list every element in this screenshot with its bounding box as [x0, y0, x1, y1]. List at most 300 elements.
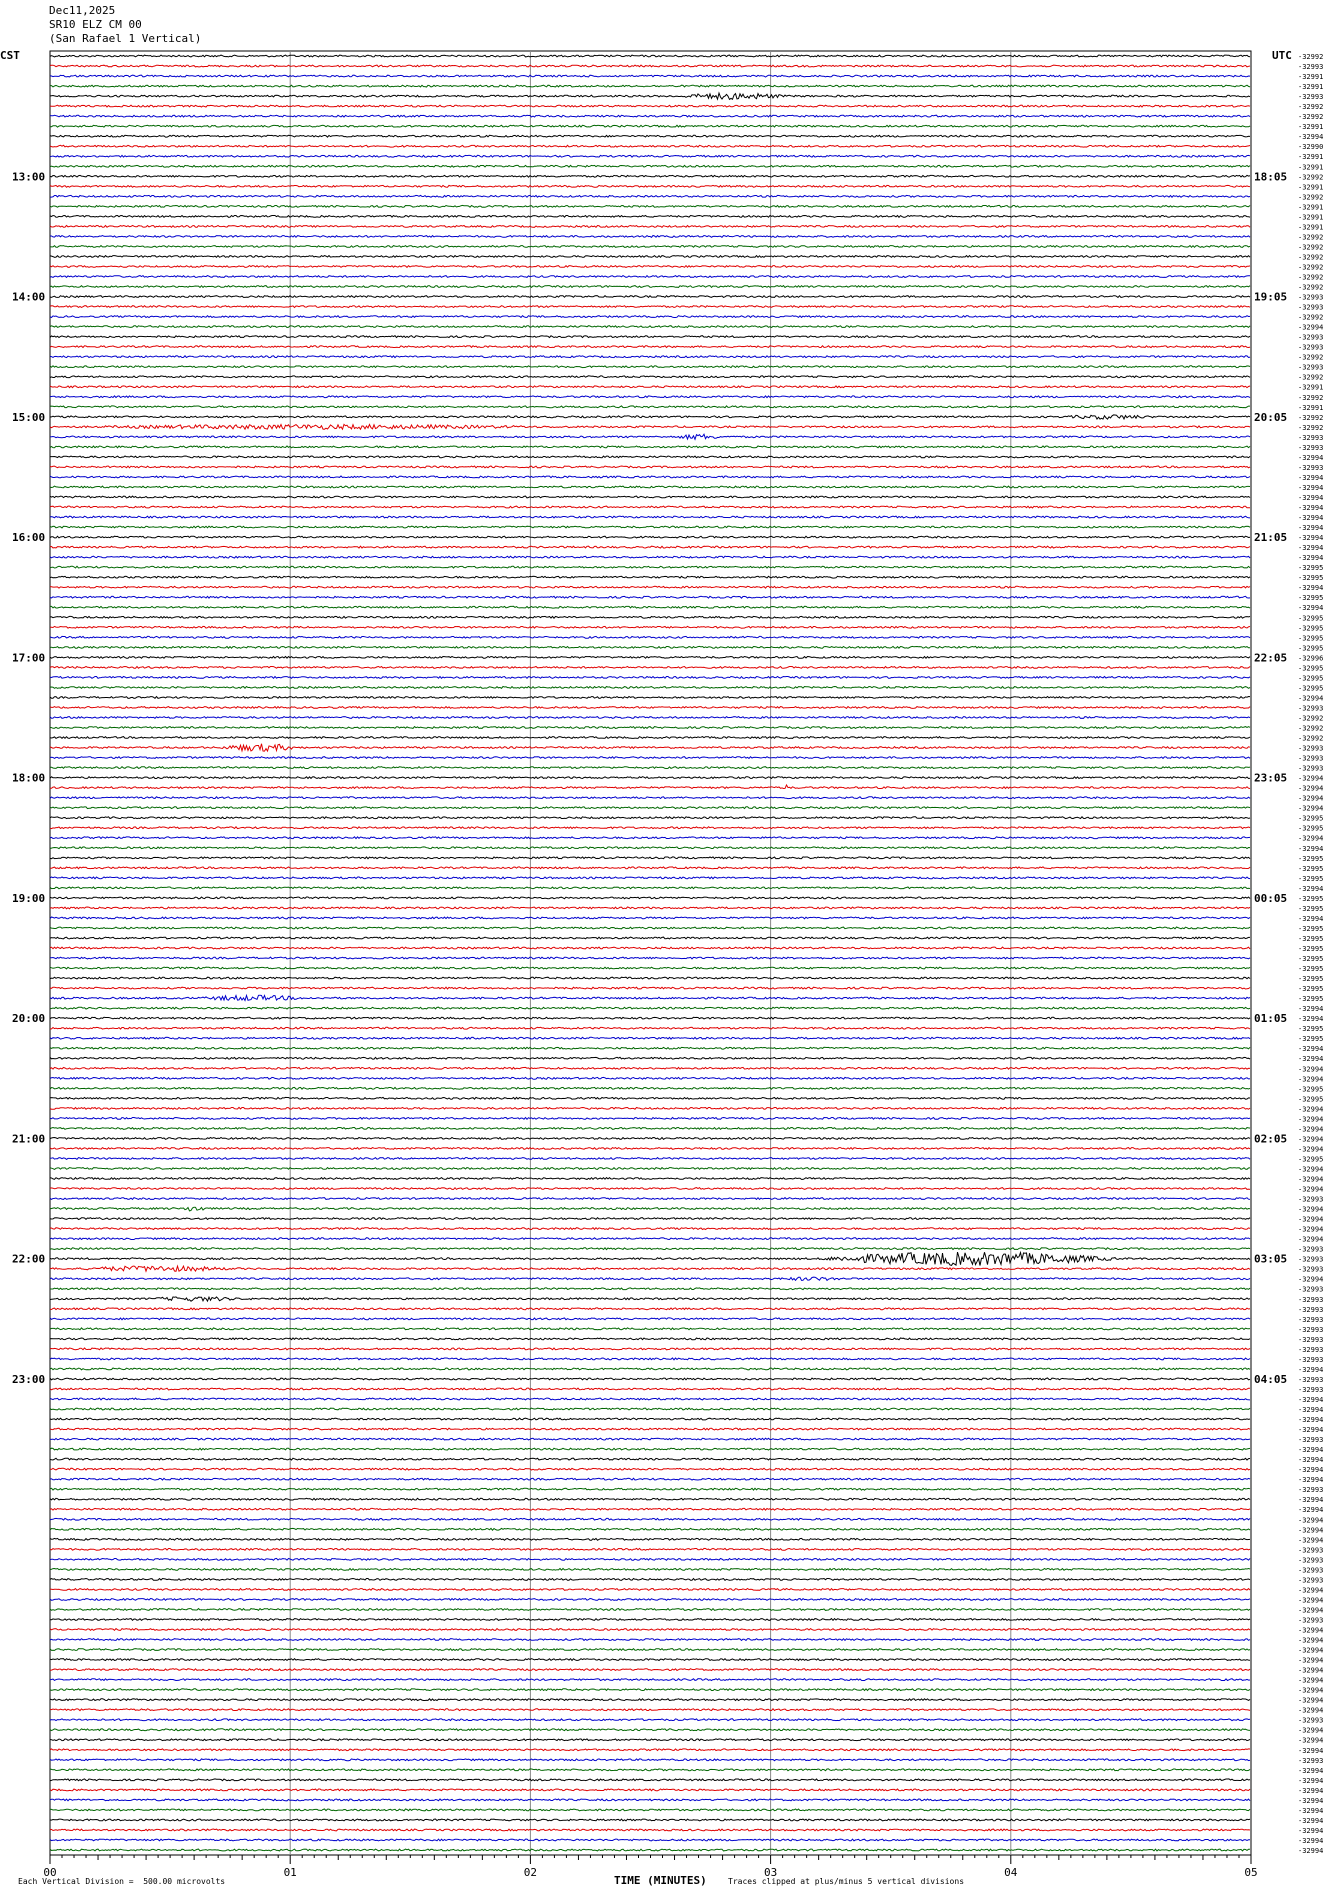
trace-offset-label: -32995 [1298, 944, 1324, 953]
trace-offset-label: -32992 [1298, 373, 1324, 382]
trace-row [50, 434, 1250, 439]
trace-offset-label: -32993 [1298, 1556, 1324, 1565]
trace-offset-label: -32994 [1298, 1406, 1324, 1415]
trace-row [50, 837, 1250, 839]
trace-offset-label: -32993 [1298, 1355, 1324, 1364]
trace-row [50, 1308, 1250, 1310]
trace-offset-label: -32994 [1298, 1606, 1324, 1615]
trace-row [50, 677, 1250, 679]
trace-offset-label: -32991 [1298, 213, 1324, 222]
trace-offset-label: -32991 [1298, 123, 1324, 132]
trace-offset-label: -32994 [1298, 1706, 1324, 1715]
trace-row [50, 115, 1250, 117]
trace-offset-label: -32995 [1298, 574, 1324, 583]
utc-hour-label: 02:05 [1254, 1132, 1288, 1146]
trace-offset-label: -32992 [1298, 173, 1324, 182]
trace-row [50, 977, 1250, 979]
trace-offset-label: -32992 [1298, 53, 1324, 62]
trace-offset-label: -32995 [1298, 874, 1324, 883]
trace-row [50, 1679, 1250, 1681]
trace-offset-label: -32995 [1298, 934, 1324, 943]
trace-offset-label: -32994 [1298, 1235, 1324, 1244]
trace-row [50, 526, 1250, 528]
trace-offset-label: -32993 [1298, 1375, 1324, 1384]
trace-offset-label: -32994 [1298, 1225, 1324, 1234]
trace-row [50, 1719, 1250, 1721]
trace-row [50, 1498, 1250, 1500]
trace-offset-label: -32994 [1298, 1836, 1324, 1845]
trace-row [50, 446, 1250, 448]
trace-row [50, 486, 1250, 488]
trace-offset-label: -32993 [1298, 1576, 1324, 1585]
trace-offset-label: -32995 [1298, 924, 1324, 933]
trace-row [50, 947, 1250, 949]
trace-row [50, 386, 1250, 388]
trace-row [50, 1368, 1250, 1370]
trace-offset-label: -32993 [1298, 764, 1324, 773]
trace-offset-label: -32993 [1298, 1265, 1324, 1274]
trace-row [50, 656, 1250, 658]
trace-row [50, 1348, 1250, 1350]
trace-row [50, 1107, 1250, 1109]
trace-row [50, 1739, 1250, 1741]
trace-offset-label: -32995 [1298, 814, 1324, 823]
trace-offset-label: -32993 [1298, 1716, 1324, 1725]
trace-row [50, 1057, 1250, 1059]
trace-row [50, 415, 1250, 419]
trace-offset-label: -32995 [1298, 634, 1324, 643]
cst-hour-label: 18:00 [12, 771, 46, 785]
utc-hour-label: 22:05 [1254, 651, 1288, 665]
trace-offset-label: -32994 [1298, 1526, 1324, 1535]
trace-row [50, 256, 1250, 258]
trace-row [50, 1709, 1250, 1711]
trace-row [50, 757, 1250, 759]
trace-row [50, 767, 1250, 769]
trace-offset-label: -32993 [1298, 1255, 1324, 1264]
trace-row [50, 897, 1250, 899]
trace-row [50, 1148, 1250, 1150]
trace-offset-label: -32994 [1298, 1446, 1324, 1455]
trace-row [50, 336, 1250, 338]
trace-row [50, 957, 1250, 959]
trace-offset-label: -32995 [1298, 644, 1324, 653]
trace-offset-label: -32994 [1298, 1816, 1324, 1825]
trace-offset-label: -32994 [1298, 844, 1324, 853]
trace-offset-label: -32991 [1298, 183, 1324, 192]
trace-offset-label: -32994 [1298, 1626, 1324, 1635]
cst-hour-label: 20:00 [12, 1012, 46, 1026]
trace-offset-label: -32994 [1298, 473, 1324, 482]
trace-row [50, 466, 1250, 468]
trace-offset-label: -32995 [1298, 955, 1324, 964]
utc-hour-label: 21:05 [1254, 531, 1288, 545]
trace-offset-label: -32994 [1298, 1185, 1324, 1194]
trace-row [50, 744, 1250, 751]
x-tick-label: 04 [1004, 1866, 1018, 1879]
trace-offset-label: -32994 [1298, 1205, 1324, 1214]
trace-row [50, 1388, 1250, 1390]
trace-offset-label: -32992 [1298, 423, 1324, 432]
trace-offset-label: -32991 [1298, 153, 1324, 162]
trace-row [50, 1288, 1250, 1290]
trace-row [50, 205, 1250, 207]
trace-row [50, 85, 1250, 87]
trace-offset-label: -32993 [1298, 1566, 1324, 1575]
trace-offset-label: -32992 [1298, 724, 1324, 733]
trace-offset-label: -32994 [1298, 1786, 1324, 1795]
trace-row [50, 785, 1250, 789]
trace-offset-label: -32994 [1298, 1456, 1324, 1465]
trace-offset-label: -32994 [1298, 1676, 1324, 1685]
trace-row [50, 877, 1250, 879]
trace-row [50, 195, 1250, 197]
trace-row [50, 1328, 1250, 1330]
trace-row [50, 546, 1250, 548]
trace-row [50, 65, 1250, 67]
trace-row [50, 737, 1250, 739]
trace-row [50, 1569, 1250, 1571]
trace-row [50, 1729, 1250, 1731]
trace-row [50, 1297, 1250, 1301]
trace-offset-label: -32993 [1298, 754, 1324, 763]
trace-offset-label: -32993 [1298, 1616, 1324, 1625]
trace-row [50, 1178, 1250, 1180]
trace-offset-label: -32994 [1298, 1516, 1324, 1525]
trace-row [50, 857, 1250, 859]
trace-offset-label: -32994 [1298, 694, 1324, 703]
trace-row [50, 1428, 1250, 1430]
trace-offset-label: -32993 [1298, 443, 1324, 452]
trace-offset-label: -32992 [1298, 283, 1324, 292]
trace-offset-label: -32994 [1298, 804, 1324, 813]
trace-offset-label: -32994 [1298, 1426, 1324, 1435]
trace-offset-label: -32992 [1298, 113, 1324, 122]
trace-offset-label: -32994 [1298, 1015, 1324, 1024]
x-tick-label: 03 [763, 1866, 778, 1879]
trace-offset-label: -32993 [1298, 1335, 1324, 1344]
trace-offset-label: -32995 [1298, 864, 1324, 873]
trace-row [50, 667, 1250, 669]
trace-row [50, 1252, 1250, 1265]
trace-row [50, 456, 1250, 458]
trace-row [50, 566, 1250, 568]
trace-offset-label: -32992 [1298, 243, 1324, 252]
trace-row [50, 55, 1250, 57]
utc-axis-title: UTC [1272, 49, 1292, 62]
trace-offset-label: -32994 [1298, 1776, 1324, 1785]
trace-offset-label: -32994 [1298, 1746, 1324, 1755]
trace-offset-label: -32994 [1298, 133, 1324, 142]
trace-row [50, 165, 1250, 167]
trace-offset-label: -32994 [1298, 1145, 1324, 1154]
trace-row [50, 516, 1250, 518]
trace-offset-label: -32993 [1298, 363, 1324, 372]
trace-offset-label: -32994 [1298, 1506, 1324, 1515]
trace-offset-label: -32994 [1298, 1055, 1324, 1064]
cst-hour-label: 21:00 [12, 1132, 46, 1146]
cst-hour-label: 17:00 [12, 651, 46, 665]
trace-row [50, 1318, 1250, 1320]
trace-row [50, 276, 1250, 278]
trace-row [50, 296, 1250, 298]
trace-offset-label: -32994 [1298, 914, 1324, 923]
trace-offset-label: -32994 [1298, 1365, 1324, 1374]
trace-row [50, 1027, 1250, 1029]
trace-offset-label: -32993 [1298, 1195, 1324, 1204]
trace-offset-label: -32993 [1298, 1245, 1324, 1254]
trace-offset-label: -32994 [1298, 1175, 1324, 1184]
trace-offset-label: -32994 [1298, 544, 1324, 553]
x-tick-label: 02 [523, 1866, 538, 1879]
trace-offset-label: -32994 [1298, 1416, 1324, 1425]
trace-offset-label: -32994 [1298, 1476, 1324, 1485]
trace-row [50, 175, 1250, 177]
trace-row [50, 1266, 1250, 1271]
trace-row [50, 917, 1250, 919]
trace-offset-label: -32994 [1298, 1045, 1324, 1054]
trace-row [50, 847, 1250, 849]
trace-row [50, 1508, 1250, 1510]
trace-row [50, 636, 1250, 638]
trace-row [50, 1438, 1250, 1440]
trace-row [50, 236, 1250, 238]
trace-offset-label: -32994 [1298, 1796, 1324, 1805]
utc-hour-label: 20:05 [1254, 410, 1288, 424]
trace-offset-label: -32994 [1298, 1586, 1324, 1595]
trace-row [50, 1248, 1250, 1250]
x-axis-title: TIME (MINUTES) [614, 1874, 707, 1887]
cst-hour-label: 19:00 [12, 891, 46, 905]
trace-offset-label: -32994 [1298, 884, 1324, 893]
trace-row [50, 406, 1250, 408]
trace-row [50, 807, 1250, 809]
trace-row [50, 596, 1250, 598]
trace-row [50, 1839, 1250, 1841]
cst-hour-label: 15:00 [12, 410, 46, 424]
trace-row [50, 1468, 1250, 1470]
trace-row [50, 646, 1250, 648]
trace-row [50, 606, 1250, 608]
trace-row [50, 316, 1250, 318]
trace-row [50, 366, 1250, 368]
trace-row [50, 1198, 1250, 1200]
trace-offset-label: -32995 [1298, 975, 1324, 984]
trace-offset-label: -32995 [1298, 624, 1324, 633]
trace-offset-label: -32994 [1298, 1726, 1324, 1735]
utc-hour-label: 03:05 [1254, 1252, 1288, 1266]
trace-row [50, 1809, 1250, 1811]
trace-row [50, 1518, 1250, 1520]
trace-offset-label: -32993 [1298, 1285, 1324, 1294]
trace-offset-label: -32994 [1298, 1536, 1324, 1545]
trace-offset-label: -32994 [1298, 1215, 1324, 1224]
header-date: Dec11,2025 [49, 4, 116, 17]
trace-offset-label: -32995 [1298, 674, 1324, 683]
trace-offset-label: -32994 [1298, 493, 1324, 502]
trace-offset-label: -32992 [1298, 734, 1324, 743]
trace-offset-label: -32993 [1298, 744, 1324, 753]
trace-row [50, 286, 1250, 288]
trace-row [50, 1338, 1250, 1340]
trace-offset-label: -32992 [1298, 413, 1324, 422]
trace-offset-label: -32993 [1298, 1385, 1324, 1394]
trace-row [50, 1669, 1250, 1671]
header-station: (San Rafael 1 Vertical) [49, 32, 202, 45]
trace-row [50, 576, 1250, 578]
trace-offset-label: -32995 [1298, 684, 1324, 693]
trace-offset-label: -32993 [1298, 333, 1324, 342]
trace-offset-label: -32993 [1298, 1295, 1324, 1304]
trace-row [50, 356, 1250, 358]
trace-offset-label: -32995 [1298, 824, 1324, 833]
trace-offset-label: -32992 [1298, 714, 1324, 723]
trace-offset-label: -32991 [1298, 73, 1324, 82]
trace-row [50, 1579, 1250, 1581]
trace-row [50, 1629, 1250, 1631]
trace-row [50, 1528, 1250, 1530]
trace-row [50, 93, 1250, 99]
trace-row [50, 995, 1250, 1000]
trace-row [50, 155, 1250, 157]
trace-offset-label: -32994 [1298, 1125, 1324, 1134]
trace-row [50, 1218, 1250, 1220]
trace-row [50, 797, 1250, 799]
trace-row [50, 987, 1250, 989]
utc-hour-label: 01:05 [1254, 1012, 1288, 1026]
trace-row [50, 1087, 1250, 1089]
cst-hour-label: 16:00 [12, 531, 46, 545]
trace-offset-label: -32994 [1298, 514, 1324, 523]
trace-row [50, 586, 1250, 588]
trace-offset-label: -32994 [1298, 1686, 1324, 1695]
trace-row [50, 1037, 1250, 1039]
trace-offset-label: -32994 [1298, 323, 1324, 332]
trace-row [50, 1609, 1250, 1611]
trace-row [50, 1207, 1250, 1211]
trace-row [50, 1277, 1250, 1280]
trace-offset-label: -32994 [1298, 554, 1324, 563]
trace-row [50, 1158, 1250, 1160]
trace-row [50, 536, 1250, 538]
trace-row [50, 1458, 1250, 1460]
trace-offset-label: -32993 [1298, 343, 1324, 352]
trace-offset-label: -32996 [1298, 654, 1324, 663]
x-tick-label: 00 [43, 1866, 57, 1879]
trace-offset-label: -32993 [1298, 93, 1324, 102]
trace-offset-label: -32993 [1298, 704, 1324, 713]
trace-row [50, 1619, 1250, 1621]
trace-row [50, 1168, 1250, 1170]
trace-offset-label: -32995 [1298, 995, 1324, 1004]
trace-offset-label: -32992 [1298, 273, 1324, 282]
x-tick-label: 01 [283, 1866, 297, 1879]
trace-row [50, 326, 1250, 328]
trace-offset-label: -32993 [1298, 1486, 1324, 1495]
trace-row [50, 927, 1250, 929]
trace-row [50, 1689, 1250, 1691]
trace-row [50, 135, 1250, 137]
trace-offset-label: -32994 [1298, 524, 1324, 533]
trace-offset-label: -32993 [1298, 1345, 1324, 1354]
trace-row [50, 346, 1250, 348]
trace-offset-label: -32994 [1298, 1105, 1324, 1114]
trace-offset-label: -32992 [1298, 353, 1324, 362]
scale-note: Each Vertical Division = 500.00 microvolts [18, 1877, 226, 1886]
trace-offset-label: -32993 [1298, 1315, 1324, 1324]
trace-row [50, 306, 1250, 308]
trace-row [50, 1779, 1250, 1781]
trace-row [50, 827, 1250, 829]
trace-offset-label: -32994 [1298, 1766, 1324, 1775]
trace-offset-label: -32995 [1298, 1025, 1324, 1034]
trace-offset-label: -32994 [1298, 453, 1324, 462]
trace-offset-label: -32992 [1298, 103, 1324, 112]
trace-offset-label: -32994 [1298, 1646, 1324, 1655]
trace-offset-label: -32994 [1298, 483, 1324, 492]
trace-offset-label: -32994 [1298, 1596, 1324, 1605]
trace-row [50, 246, 1250, 248]
trace-row [50, 506, 1250, 508]
trace-offset-label: -32991 [1298, 403, 1324, 412]
trace-row [50, 376, 1250, 378]
trace-row [50, 717, 1250, 719]
trace-offset-label: -32991 [1298, 203, 1324, 212]
trace-row [50, 1829, 1250, 1831]
trace-row [50, 937, 1250, 939]
trace-row [50, 616, 1250, 618]
trace-row [50, 424, 1250, 429]
trace-row [50, 1849, 1250, 1851]
trace-offset-label: -32995 [1298, 1095, 1324, 1104]
trace-row [50, 1007, 1250, 1009]
trace-row [50, 556, 1250, 558]
utc-hour-label: 18:05 [1254, 170, 1288, 184]
trace-row [50, 1067, 1250, 1069]
cst-axis-title: CST [0, 49, 20, 62]
trace-offset-label: -32994 [1298, 584, 1324, 593]
trace-offset-label: -32993 [1298, 1756, 1324, 1765]
trace-offset-label: -32994 [1298, 1826, 1324, 1835]
trace-row [50, 967, 1250, 969]
trace-offset-label: -32994 [1298, 1275, 1324, 1284]
cst-hour-label: 22:00 [12, 1252, 46, 1266]
trace-row [50, 185, 1250, 187]
trace-offset-label: -32995 [1298, 1035, 1324, 1044]
trace-offset-label: -32992 [1298, 253, 1324, 262]
trace-row [50, 867, 1250, 869]
trace-offset-label: -32992 [1298, 393, 1324, 402]
trace-row [50, 1789, 1250, 1791]
trace-row [50, 1478, 1250, 1480]
trace-row [50, 1238, 1250, 1240]
trace-offset-label: -32995 [1298, 564, 1324, 573]
trace-offset-label: -32993 [1298, 293, 1324, 302]
trace-row [50, 1408, 1250, 1410]
trace-offset-label: -32994 [1298, 1466, 1324, 1475]
trace-offset-label: -32994 [1298, 1395, 1324, 1404]
trace-offset-label: -32991 [1298, 83, 1324, 92]
trace-row [50, 777, 1250, 779]
trace-row [50, 476, 1250, 478]
trace-offset-label: -32995 [1298, 1085, 1324, 1094]
trace-row [50, 1138, 1250, 1140]
trace-row [50, 1819, 1250, 1821]
trace-row [50, 1639, 1250, 1641]
trace-offset-label: -32991 [1298, 223, 1324, 232]
header-channel: SR10 ELZ CM 00 [49, 18, 142, 31]
trace-offset-label: -32990 [1298, 143, 1324, 152]
